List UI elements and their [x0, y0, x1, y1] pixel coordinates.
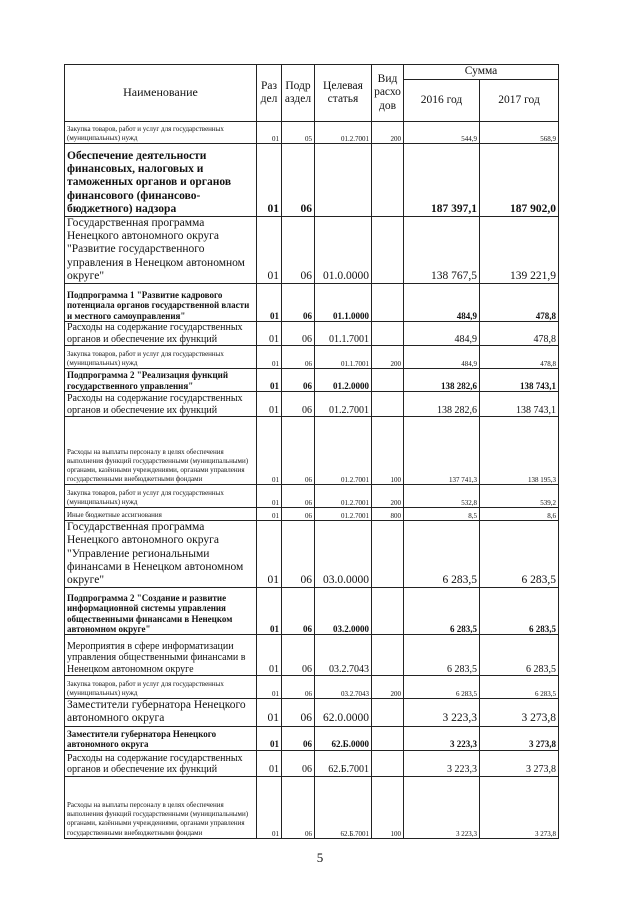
table-row: [65, 588, 559, 635]
row-vid: 800: [372, 508, 404, 521]
row-razdel: 01: [257, 635, 282, 676]
header-year-2016: 2016 год: [404, 80, 480, 122]
row-razdel: 01: [257, 508, 282, 521]
row-sum-2017: 139 221,9: [480, 217, 559, 284]
row-podrazdel: 06: [282, 521, 315, 588]
table-header: [65, 65, 559, 122]
row-name: Закупка товаров, работ и услуг для государственных (муниципальных) нужд: [65, 485, 257, 508]
row-podrazdel: 06: [282, 144, 315, 217]
row-sum-2017: 138 743,1: [480, 369, 559, 392]
row-target: 01.0.0000: [315, 217, 372, 284]
row-vid: [372, 284, 404, 322]
row-name: Заместители губернатора Ненецкого автономного округа: [65, 699, 257, 726]
row-target: 03.2.7043: [315, 635, 372, 676]
table-row: [65, 217, 559, 284]
row-name: Закупка товаров, работ и услуг для государственных (муниципальных) нужд: [65, 346, 257, 369]
row-sum-2017: 138 195,3: [480, 417, 559, 485]
row-sum-2016: 544,9: [404, 122, 480, 144]
row-sum-2017: 138 743,1: [480, 392, 559, 417]
row-sum-2016: 6 283,5: [404, 588, 480, 635]
row-sum-2016: 138 282,6: [404, 369, 480, 392]
row-target: 62.0.0000: [315, 699, 372, 726]
row-sum-2016: 3 223,3: [404, 726, 480, 750]
row-razdel: 01: [257, 144, 282, 217]
row-vid: [372, 521, 404, 588]
table-row: [65, 322, 559, 346]
row-podrazdel: 06: [282, 588, 315, 635]
header-target: Целевая статья: [315, 65, 372, 122]
row-sum-2016: 484,9: [404, 346, 480, 369]
header-year-2017: 2017 год: [480, 80, 559, 122]
row-razdel: 01: [257, 122, 282, 144]
row-razdel: 01: [257, 699, 282, 726]
table-row: [65, 635, 559, 676]
row-podrazdel: 06: [282, 322, 315, 346]
row-name: Подпрограмма 2 "Реализация функций государственного управления": [65, 369, 257, 392]
table-row: [65, 284, 559, 322]
row-sum-2017: 478,8: [480, 346, 559, 369]
row-target: 03.2.0000: [315, 588, 372, 635]
row-razdel: 01: [257, 521, 282, 588]
budget-table: [64, 64, 559, 839]
row-target: 62.Б.7001: [315, 776, 372, 838]
row-vid: 200: [372, 122, 404, 144]
row-name: Расходы на выплаты персоналу в целях обеспечения выполнения функций государственными (муниципальными) органами, казёнными учреждениями, органами управления государственными внебюджетными фондами: [65, 776, 257, 838]
row-razdel: 01: [257, 284, 282, 322]
row-vid: [372, 217, 404, 284]
table-row: [65, 485, 559, 508]
row-target: 01.2.7001: [315, 417, 372, 485]
row-vid: [372, 322, 404, 346]
row-razdel: 01: [257, 750, 282, 776]
table-row: [65, 122, 559, 144]
row-sum-2016: 3 223,3: [404, 750, 480, 776]
row-razdel: 01: [257, 417, 282, 485]
row-target: 03.2.7043: [315, 676, 372, 699]
row-name: Обеспечение деятельности финансовых, налоговых и таможенных органов и органов финансового (финансово-бюджетного) надзора: [65, 144, 257, 217]
row-sum-2017: 187 902,0: [480, 144, 559, 217]
row-target: 01.2.7001: [315, 122, 372, 144]
table-row: [65, 508, 559, 521]
row-podrazdel: 06: [282, 284, 315, 322]
row-vid: 100: [372, 417, 404, 485]
row-target: 01.2.7001: [315, 508, 372, 521]
row-vid: [372, 750, 404, 776]
row-sum-2016: 484,9: [404, 284, 480, 322]
row-sum-2016: 138 767,5: [404, 217, 480, 284]
table-row: [65, 676, 559, 699]
row-name: Государственная программа Ненецкого автономного округа "Управление региональными финансами в Ненецком автономном округе": [65, 521, 257, 588]
row-podrazdel: 05: [282, 122, 315, 144]
table-row: [65, 417, 559, 485]
row-vid: [372, 588, 404, 635]
table-row: [65, 521, 559, 588]
table-row: [65, 750, 559, 776]
row-podrazdel: 06: [282, 417, 315, 485]
row-podrazdel: 06: [282, 776, 315, 838]
row-name: Расходы на содержание государственных органов и обеспечение их функций: [65, 750, 257, 776]
row-sum-2016: 6 283,5: [404, 676, 480, 699]
table-row: [65, 346, 559, 369]
row-razdel: 01: [257, 588, 282, 635]
row-name: Подпрограмма 2 "Создание и развитие информационной системы управления общественными финансами в Ненецком автономном округе": [65, 588, 257, 635]
row-sum-2017: 6 283,5: [480, 588, 559, 635]
row-target: 62.Б.0000: [315, 726, 372, 750]
row-sum-2016: 137 741,3: [404, 417, 480, 485]
row-sum-2017: 3 273,8: [480, 776, 559, 838]
row-sum-2016: 3 223,3: [404, 776, 480, 838]
row-vid: [372, 699, 404, 726]
row-sum-2017: 8,6: [480, 508, 559, 521]
table-row: [65, 726, 559, 750]
row-sum-2016: 187 397,1: [404, 144, 480, 217]
row-podrazdel: 06: [282, 346, 315, 369]
row-target: 03.0.0000: [315, 521, 372, 588]
row-name: Заместители губернатора Ненецкого автономного округа: [65, 726, 257, 750]
row-razdel: 01: [257, 369, 282, 392]
row-vid: [372, 369, 404, 392]
row-sum-2016: 6 283,5: [404, 635, 480, 676]
row-vid: [372, 392, 404, 417]
row-sum-2017: 478,8: [480, 322, 559, 346]
row-razdel: 01: [257, 676, 282, 699]
row-podrazdel: 06: [282, 635, 315, 676]
row-vid: [372, 726, 404, 750]
row-razdel: 01: [257, 776, 282, 838]
table-row: [65, 699, 559, 726]
row-razdel: 01: [257, 346, 282, 369]
row-name: Закупка товаров, работ и услуг для государственных (муниципальных) нужд: [65, 676, 257, 699]
row-razdel: 01: [257, 485, 282, 508]
row-name: Расходы на выплаты персоналу в целях обеспечения выполнения функций государственными (муниципальными) органами, казёнными учреждениями, органами управления государственными внебюджетными фондами: [65, 417, 257, 485]
row-name: Мероприятия в сфере информатизации управления общественными финансами в Ненецком автономном округе: [65, 635, 257, 676]
row-sum-2017: 3 273,8: [480, 699, 559, 726]
row-sum-2017: 6 283,5: [480, 635, 559, 676]
row-vid: 100: [372, 776, 404, 838]
row-target: 01.1.7001: [315, 346, 372, 369]
row-razdel: 01: [257, 217, 282, 284]
row-razdel: 01: [257, 322, 282, 346]
row-podrazdel: 06: [282, 699, 315, 726]
row-podrazdel: 06: [282, 750, 315, 776]
header-name: Наименование: [65, 65, 257, 122]
row-sum-2017: 6 283,5: [480, 521, 559, 588]
header-sum: Сумма: [404, 65, 559, 80]
row-vid: 200: [372, 676, 404, 699]
header-vid: Вид расхо дов: [372, 65, 404, 122]
row-name: Расходы на содержание государственных органов и обеспечение их функций: [65, 322, 257, 346]
row-podrazdel: 06: [282, 508, 315, 521]
row-sum-2017: 478,8: [480, 284, 559, 322]
header-razdel: Раз дел: [257, 65, 282, 122]
table-body: [65, 122, 559, 839]
table-row: [65, 369, 559, 392]
row-sum-2016: 484,9: [404, 322, 480, 346]
row-vid: 200: [372, 346, 404, 369]
row-name: Иные бюджетные ассигнования: [65, 508, 257, 521]
table-row: [65, 144, 559, 217]
row-vid: [372, 635, 404, 676]
row-target: 62.Б.7001: [315, 750, 372, 776]
header-podrazdel: Подр аздел: [282, 65, 315, 122]
table-row: [65, 776, 559, 838]
table-row: [65, 392, 559, 417]
row-name: Государственная программа Ненецкого автономного округа "Развитие государственного управления в Ненецком автономном округе": [65, 217, 257, 284]
row-target: 01.2.7001: [315, 485, 372, 508]
row-podrazdel: 06: [282, 676, 315, 699]
row-target: [315, 144, 372, 217]
row-sum-2017: 3 273,8: [480, 750, 559, 776]
row-sum-2016: 8,5: [404, 508, 480, 521]
row-sum-2016: 138 282,6: [404, 392, 480, 417]
row-sum-2017: 3 273,8: [480, 726, 559, 750]
row-target: 01.1.7001: [315, 322, 372, 346]
row-razdel: 01: [257, 726, 282, 750]
row-name: Закупка товаров, работ и услуг для государственных (муниципальных) нужд: [65, 122, 257, 144]
row-sum-2016: 532,8: [404, 485, 480, 508]
row-sum-2017: 568,9: [480, 122, 559, 144]
row-name: Расходы на содержание государственных органов и обеспечение их функций: [65, 392, 257, 417]
row-target: 01.2.7001: [315, 392, 372, 417]
row-name: Подпрограмма 1 "Развитие кадрового потенциала органов государственной власти и местного самоуправления": [65, 284, 257, 322]
row-vid: 200: [372, 485, 404, 508]
row-target: 01.1.0000: [315, 284, 372, 322]
row-razdel: 01: [257, 392, 282, 417]
row-podrazdel: 06: [282, 369, 315, 392]
row-sum-2017: 6 283,5: [480, 676, 559, 699]
row-sum-2016: 3 223,3: [404, 699, 480, 726]
row-podrazdel: 06: [282, 485, 315, 508]
row-podrazdel: 06: [282, 217, 315, 284]
row-target: 01.2.0000: [315, 369, 372, 392]
row-sum-2017: 539,2: [480, 485, 559, 508]
row-podrazdel: 06: [282, 392, 315, 417]
row-sum-2016: 6 283,5: [404, 521, 480, 588]
row-podrazdel: 06: [282, 726, 315, 750]
row-vid: [372, 144, 404, 217]
page-number: 5: [316, 850, 324, 865]
